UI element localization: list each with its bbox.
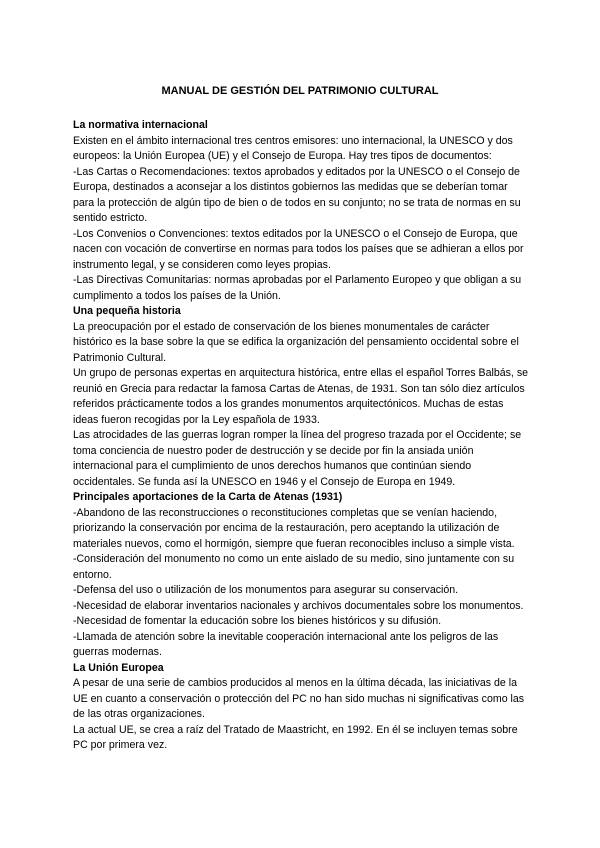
section-normativa-internacional <box>73 118 529 304</box>
document-body <box>73 118 529 754</box>
section-heading: Principales aportaciones de la Carta de Atenas (1931) <box>73 491 343 503</box>
paragraph: -Llamada de atención sobre la inevitable cooperación internacional ante los peligros de las guerras modernas. <box>73 630 499 658</box>
paragraph: La actual UE, se crea a raíz del Tratado de Maastricht, en 1992. En él se incluyen temas sobre PC por primera vez. <box>73 723 518 751</box>
section-heading: La normativa internacional <box>73 119 208 131</box>
paragraph: -Abandono de las reconstrucciones o reconstituciones completas que se venían haciendo, priorizando la conservación por encima de la restauración, pero aceptando la utilización de materiales nuevos, como el hormigón, siempre que fueran reconocibles incluso a simple vista. <box>73 506 515 550</box>
section-carta-atenas <box>73 490 529 661</box>
paragraph: Las atrocidades de las guerras logran romper la línea del progreso trazada por el Occidente; se toma conciencia de nuestro poder de destrucción y se decide por fin la ansiada unión internacional para el cumplimiento de unos derechos humanos que continúan siendo occidentales. Se funda así la UNESCO en 1946 y el Consejo de Europa en 1949. <box>73 429 522 488</box>
section-union-europea <box>73 661 529 754</box>
section-pequena-historia <box>73 304 529 490</box>
paragraph: -Consideración del monumento no como un ente aislado de su medio, sino juntamente con su entorno. <box>73 553 515 581</box>
paragraph: La preocupación por el estado de conservación de los bienes monumentales de carácter histórico es la base sobre la que se edifica la organización del pensamiento occidental sobre el Patrimonio Cultural. <box>73 320 519 364</box>
paragraph: A pesar de una serie de cambios producidos al menos en la última década, las iniciativas de la UE en cuanto a conservación o protección del PC no han sido muchas ni significativas como las de las otras organizaciones. <box>73 677 525 720</box>
section-heading: La Unión Europea <box>73 661 164 674</box>
paragraph: Un grupo de personas expertas en arquitectura histórica, entre ellas el español Torres Balbás, se reunió en Grecia para redactar la famosa Cartas de Atenas, de 1931. Son tan sólo diez artículos referidos prácticamente todos a los grandes monumentos arquitectónicos. Muchas de estas ideas fueron recogidas por la Ley española de 1933. <box>73 367 529 426</box>
paragraph: Existen en el ámbito internacional tres centros emisores: uno internacional, la UNESCO y dos europeos: la Unión Europea (UE) y el Consejo de Europa. Hay tres tipos de documentos: <box>73 134 513 162</box>
section-heading: Una pequeña historia <box>73 305 181 317</box>
paragraph: -Necesidad de elaborar inventarios nacionales y archivos documentales sobre los monumentos. <box>73 599 524 612</box>
paragraph: -Necesidad de fomentar la educación sobre los bienes históricos y su difusión. <box>73 615 442 627</box>
paragraph: -Defensa del uso o utilización de los monumentos para asegurar su conservación. <box>73 584 459 596</box>
paragraph: -Los Convenios o Convenciones: textos editados por la UNESCO o el Consejo de Europa, que nacen con vocación de convertirse en normas para todos los países que se adhieran a ellos por instrumento legal, y se consideren como leyes propias. <box>73 227 524 271</box>
document-title: MANUAL DE GESTIÓN DEL PATRIMONIO CULTURAL <box>161 85 439 97</box>
paragraph: -Las Directivas Comunitarias: normas aprobadas por el Parlamento Europeo y que obligan a su cumplimento a todos los países de la Unión. <box>73 274 522 302</box>
paragraph: -Las Cartas o Recomendaciones: textos aprobados y editados por la UNESCO o el Consejo de Europa, destinados a aconsejar a los distintos gobiernos las medidas que se deberían tomar para la protección de algún tipo de bien o de todos en su conjunto; no se trata de normas en su sentido estricto. <box>73 165 521 224</box>
